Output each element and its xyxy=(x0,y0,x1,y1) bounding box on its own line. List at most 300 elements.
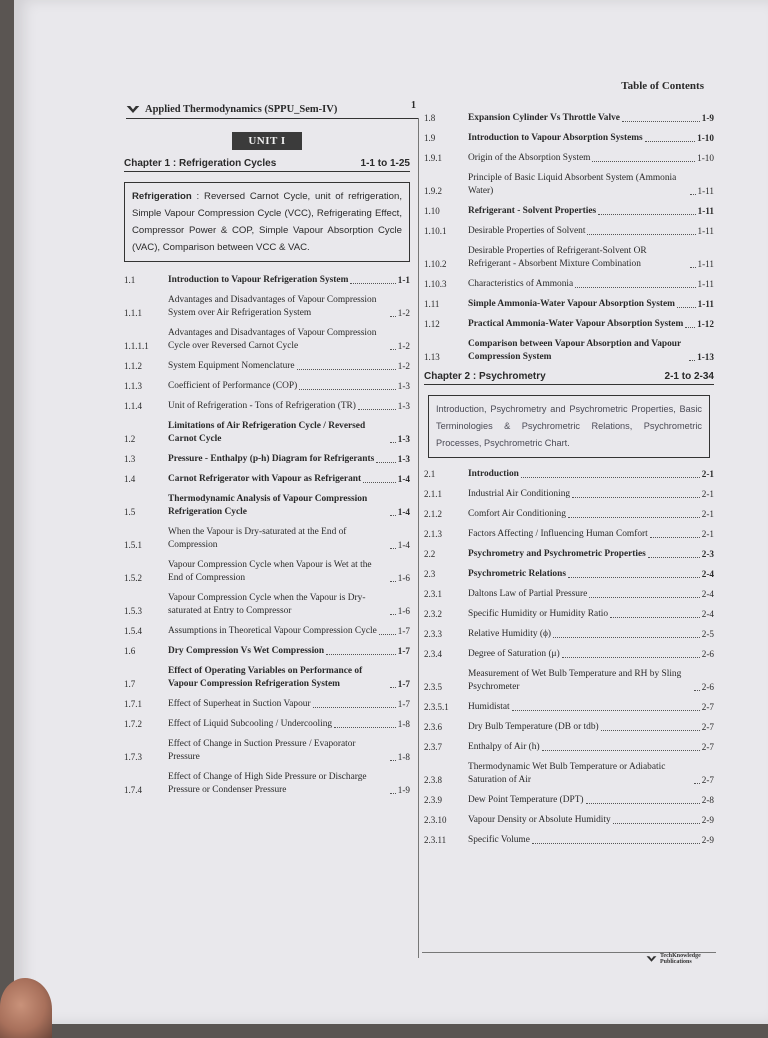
toc-entry xyxy=(424,278,714,291)
toc-entry-title: Comfort Air Conditioning xyxy=(468,509,566,519)
toc-entry xyxy=(424,834,714,847)
toc-entry-title: Effect of Change of High Side Pressure or Discharge Pressure or Condenser Pressure xyxy=(168,772,367,795)
toc-entry-body xyxy=(468,278,714,291)
toc-entry-body xyxy=(468,761,714,787)
toc-entry-title: Refrigerant - Solvent Properties xyxy=(468,206,597,216)
toc-entry-number: 2.3.6 xyxy=(424,722,442,732)
toc-entry-number: 1.7.2 xyxy=(124,719,142,729)
toc-entry-page: 2-7 xyxy=(701,742,714,752)
toc-entry-body xyxy=(168,718,410,731)
toc-entry-number: 1.11 xyxy=(424,299,440,309)
dot-leader xyxy=(363,482,396,483)
toc-entry-page: 1-1 xyxy=(397,275,410,285)
page-number: 1 xyxy=(411,100,416,111)
toc-entry xyxy=(124,665,410,691)
chapter1-syllabus xyxy=(124,182,410,262)
toc-entry-page: 1-7 xyxy=(397,646,410,656)
toc-entry-body xyxy=(468,205,714,218)
toc-entry xyxy=(424,318,714,331)
dot-leader xyxy=(334,727,396,728)
toc-entry-title: Measurement of Wet Bulb Temperature and RH by Sling Psychrometer xyxy=(468,669,682,692)
toc-entry xyxy=(424,112,714,125)
toc-entry xyxy=(424,761,714,787)
toc-entry-title: Daltons Law of Partial Pressure xyxy=(468,589,588,599)
toc-entry-number: 1.10.2 xyxy=(424,259,447,269)
toc-entry xyxy=(424,814,714,827)
toc-entry-number: 2.3.11 xyxy=(424,835,447,845)
dot-leader xyxy=(694,690,700,691)
toc-entry-title: Introduction to Vapour Refrigeration System xyxy=(168,275,349,285)
toc-entry-body xyxy=(168,738,410,764)
toc-entry-number: 1.12 xyxy=(424,319,440,329)
toc-entry-page: 1-6 xyxy=(397,573,410,583)
toc-entry xyxy=(124,771,410,797)
toc-entry-title: Coefficient of Performance (COP) xyxy=(168,381,298,391)
toc-entry-title: Limitations of Air Refrigeration Cycle / Reversed Carnot Cycle xyxy=(168,421,366,444)
toc-entry xyxy=(124,645,410,658)
toc-entry-number: 2.1.1 xyxy=(424,489,442,499)
toc-entry-number: 1.1.3 xyxy=(124,381,142,391)
toc-entry xyxy=(124,698,410,711)
publisher-logo-icon xyxy=(646,954,657,964)
right-column xyxy=(424,112,714,854)
toc-entry xyxy=(424,588,714,601)
toc-entry-number: 2.3.9 xyxy=(424,795,442,805)
dot-leader xyxy=(299,389,396,390)
book-title: Applied Thermodynamics (SPPU_Sem-IV) xyxy=(145,103,338,115)
toc-entry-title: Specific Humidity or Humidity Ratio xyxy=(468,609,609,619)
toc-entry-title: Degree of Saturation (μ) xyxy=(468,649,560,659)
toc-entry xyxy=(124,453,410,466)
toc-entry-page: 1-2 xyxy=(397,308,410,318)
chapter2-entries xyxy=(424,468,714,847)
toc-entry xyxy=(124,420,410,446)
chapter2-heading xyxy=(424,371,714,385)
toc-entry-title: Effect of Operating Variables on Performance of Vapour Compression Refrigeration System xyxy=(168,666,363,689)
dot-leader xyxy=(553,637,700,638)
toc-entry-body xyxy=(468,468,714,481)
toc-entry-page: 2-1 xyxy=(701,489,714,499)
toc-entry-title: Desirable Properties of Refrigerant-Solvent OR Refrigerant - Absorbent Mixture Combination xyxy=(468,246,647,269)
toc-entry-body xyxy=(468,488,714,501)
toc-entry-page: 1-8 xyxy=(397,719,410,729)
toc-entry-number: 2.3.4 xyxy=(424,649,442,659)
toc-entry-body xyxy=(468,794,714,807)
toc-entry xyxy=(424,205,714,218)
toc-entry-body xyxy=(168,453,410,466)
dot-leader xyxy=(589,597,700,598)
toc-entry-number: 1.7.4 xyxy=(124,785,142,795)
toc-entry xyxy=(124,559,410,585)
toc-entry-number: 1.1.4 xyxy=(124,401,142,411)
chapter1-entries xyxy=(124,274,410,797)
toc-entry-body xyxy=(168,645,410,658)
toc-entry-body xyxy=(468,298,714,311)
toc-entry-page: 1-6 xyxy=(397,606,410,616)
toc-entry-number: 1.5.1 xyxy=(124,540,142,550)
dot-leader xyxy=(598,214,695,215)
dot-leader xyxy=(568,517,700,518)
dot-leader xyxy=(613,823,700,824)
dot-leader xyxy=(512,710,700,711)
toc-entry-title: Comparison between Vapour Absorption and Vapour Compression System xyxy=(468,339,681,362)
toc-entry xyxy=(424,488,714,501)
toc-entry xyxy=(124,493,410,519)
toc-entry-number: 2.1.2 xyxy=(424,509,442,519)
toc-entry xyxy=(424,468,714,481)
toc-entry-page: 1-2 xyxy=(397,341,410,351)
book-page xyxy=(14,0,768,1024)
toc-entry-page: 2-9 xyxy=(701,815,714,825)
toc-entry-title: When the Vapour is Dry-saturated at the End of Compression xyxy=(168,527,347,550)
column-divider xyxy=(418,118,419,958)
toc-entry-page: 2-1 xyxy=(701,529,714,539)
dot-leader xyxy=(297,369,396,370)
unit-badge: UNIT I xyxy=(232,132,302,150)
toc-entry-title: Expansion Cylinder Vs Throttle Valve xyxy=(468,113,620,123)
toc-entry-page: 1-3 xyxy=(397,454,410,464)
toc-entry-page: 1-10 xyxy=(697,153,714,163)
toc-entry xyxy=(424,721,714,734)
toc-entry-number: 1.7.3 xyxy=(124,752,142,762)
dot-leader xyxy=(390,760,396,761)
toc-entry-number: 1.5.2 xyxy=(124,573,142,583)
running-header xyxy=(126,100,418,119)
toc-entry-page: 1-7 xyxy=(397,679,410,689)
toc-entry-body xyxy=(468,528,714,541)
toc-entry-page: 1-4 xyxy=(397,474,410,484)
syllabus-heading: Refrigeration xyxy=(132,191,192,202)
dot-leader xyxy=(650,537,700,538)
toc-entry-title: Pressure - Enthalpy (p-h) Diagram for Refrigerants xyxy=(168,454,375,464)
toc-entry-number: 1.7 xyxy=(124,679,136,689)
toc-entry-number: 1.3 xyxy=(124,454,136,464)
dot-leader xyxy=(326,654,396,655)
toc-entry-body xyxy=(168,625,410,638)
toc-entry-number: 1.1.2 xyxy=(124,361,142,371)
toc-entry-body xyxy=(168,473,410,486)
toc-entry-title: Thermodynamic Analysis of Vapour Compression Refrigeration Cycle xyxy=(168,494,368,517)
toc-entry-body xyxy=(168,380,410,393)
toc-entry xyxy=(424,245,714,271)
dot-leader xyxy=(521,477,700,478)
toc-entry-number: 2.3.5.1 xyxy=(424,702,449,712)
toc-entry-body xyxy=(468,814,714,827)
chapter2-pages: 2-1 to 2-34 xyxy=(664,371,714,382)
dot-leader xyxy=(542,750,700,751)
toc-entry xyxy=(424,528,714,541)
chapter1-pages: 1-1 to 1-25 xyxy=(360,158,410,169)
dot-leader xyxy=(601,730,700,731)
toc-entry-page: 2-6 xyxy=(701,649,714,659)
toc-entry-title: Dry Compression Vs Wet Compression xyxy=(168,646,325,656)
toc-entry-title: Specific Volume xyxy=(468,835,530,845)
toc-entry-number: 2.3 xyxy=(424,569,436,579)
toc-entry xyxy=(424,132,714,145)
toc-entry-title: Relative Humidity (ϕ) xyxy=(468,629,552,639)
toc-entry xyxy=(124,400,410,413)
toc-entry-number: 1.1.1 xyxy=(124,308,142,318)
toc-entry-number: 2.3.2 xyxy=(424,609,442,619)
toc-entry-body xyxy=(168,526,410,552)
toc-entry-body xyxy=(468,628,714,641)
toc-entry-page: 1-4 xyxy=(397,507,410,517)
toc-entry-body xyxy=(468,132,714,145)
toc-entry-number: 2.3.3 xyxy=(424,629,442,639)
toc-entry-title: Unit of Refrigeration - Tons of Refrigeration (TR) xyxy=(168,401,356,411)
toc-entry-page: 1-11 xyxy=(697,259,714,269)
toc-entry-title: Dry Bulb Temperature (DB or tdb) xyxy=(468,722,599,732)
toc-entry-title: Humidistat xyxy=(468,702,510,712)
toc-entry-title: Vapour Compression Cycle when Vapour is Wet at the End of Compression xyxy=(168,560,372,583)
toc-entry-body xyxy=(468,608,714,621)
toc-entry-number: 1.4 xyxy=(124,474,136,484)
dot-leader xyxy=(648,557,700,558)
dot-leader xyxy=(390,581,396,582)
dot-leader xyxy=(358,409,396,410)
toc-entry xyxy=(424,508,714,521)
toc-entry-page: 1-13 xyxy=(697,352,714,362)
toc-entry xyxy=(124,380,410,393)
toc-entry-title: Principle of Basic Liquid Absorbent System (Ammonia Water) xyxy=(468,173,677,196)
toc-entry-title: Practical Ammonia-Water Vapour Absorption System xyxy=(468,319,684,329)
chapter2-title: Chapter 2 : Psychrometry xyxy=(424,371,546,382)
toc-entry-body xyxy=(168,360,410,373)
toc-entry-number: 1.7.1 xyxy=(124,699,142,709)
toc-entry-body xyxy=(168,771,410,797)
dot-leader xyxy=(645,141,695,142)
toc-entry-page: 2-4 xyxy=(701,609,714,619)
dot-leader xyxy=(562,657,700,658)
toc-entry xyxy=(124,625,410,638)
toc-entry-page: 2-4 xyxy=(701,569,714,579)
dot-leader xyxy=(390,515,396,516)
toc-entry-number: 1.10.3 xyxy=(424,279,447,289)
toc-entry-number: 1.10.1 xyxy=(424,226,447,236)
toc-entry-title: Advantages and Disadvantages of Vapour Compression System over Air Refrigeration System xyxy=(168,295,377,318)
toc-entry-page: 1-9 xyxy=(701,113,714,123)
dot-leader xyxy=(390,793,396,794)
toc-entry-number: 1.9 xyxy=(424,133,436,143)
toc-entry xyxy=(424,568,714,581)
dot-leader xyxy=(677,307,696,308)
toc-entry-page: 2-7 xyxy=(701,722,714,732)
toc-entry-page: 1-3 xyxy=(397,434,410,444)
toc-entry-title: Simple Ammonia-Water Vapour Absorption System xyxy=(468,299,675,309)
dot-leader xyxy=(390,349,396,350)
dot-leader xyxy=(390,614,396,615)
toc-entry-page: 2-4 xyxy=(701,589,714,599)
toc-entry-title: Assumptions in Theoretical Vapour Compression Cycle xyxy=(168,626,377,636)
toc-entry xyxy=(424,225,714,238)
toc-entry xyxy=(424,648,714,661)
dot-leader xyxy=(390,548,396,549)
dot-leader xyxy=(390,442,396,443)
toc-entry-title: Factors Affecting / Influencing Human Comfort xyxy=(468,529,648,539)
toc-entry-number: 2.3.7 xyxy=(424,742,442,752)
toc-entry-body xyxy=(468,225,714,238)
toc-entry xyxy=(424,701,714,714)
toc-entry-title: Origin of the Absorption System xyxy=(468,153,591,163)
toc-entry-number: 1.1.1.1 xyxy=(124,341,149,351)
dot-leader xyxy=(592,161,695,162)
chapter2-syllabus: Introduction, Psychrometry and Psychrometric Properties, Basic Terminologies & Psychrometric Relations, Psychrometric Processes, Psychrometric Chart. xyxy=(428,395,710,458)
toc-entry-number: 1.5.4 xyxy=(124,626,142,636)
toc-entry-body xyxy=(168,294,410,320)
dot-leader xyxy=(690,267,696,268)
toc-entry xyxy=(424,152,714,165)
toc-entry-page: 2-1 xyxy=(701,509,714,519)
toc-entry-page: 1-11 xyxy=(697,186,714,196)
dot-leader xyxy=(694,783,700,784)
section-title: Table of Contents xyxy=(621,80,704,92)
toc-entry-title: Advantages and Disadvantages of Vapour Compression Cycle over Reversed Carnot Cycle xyxy=(168,328,377,351)
toc-entry-page: 2-6 xyxy=(701,682,714,692)
publisher-logo-icon xyxy=(126,104,140,115)
dot-leader xyxy=(610,617,700,618)
toc-entry-title: Introduction to Vapour Absorption Systems xyxy=(468,133,643,143)
dot-leader xyxy=(572,497,700,498)
thumb xyxy=(0,978,52,1038)
toc-entry-body xyxy=(468,508,714,521)
toc-entry-body xyxy=(468,245,714,271)
toc-entry-body xyxy=(168,698,410,711)
toc-entry-body xyxy=(468,588,714,601)
toc-entry-number: 2.1 xyxy=(424,469,436,479)
toc-entry-body xyxy=(168,665,410,691)
toc-entry-number: 2.3.1 xyxy=(424,589,442,599)
toc-entry-title: System Equipment Nomenclature xyxy=(168,361,295,371)
toc-entry-number: 1.2 xyxy=(124,434,136,444)
dot-leader xyxy=(575,287,695,288)
toc-entry-page: 1-4 xyxy=(397,540,410,550)
toc-entry-title: Effect of Liquid Subcooling / Undercooling xyxy=(168,719,333,729)
toc-entry xyxy=(424,741,714,754)
toc-entry-number: 1.13 xyxy=(424,352,440,362)
toc-entry xyxy=(424,172,714,198)
toc-entry xyxy=(424,608,714,621)
toc-entry-page: 2-3 xyxy=(701,549,714,559)
toc-entry-page: 2-8 xyxy=(701,795,714,805)
dot-leader xyxy=(622,121,700,122)
toc-entry-page: 1-11 xyxy=(697,279,714,289)
toc-entry-page: 2-9 xyxy=(701,835,714,845)
toc-entry-title: Enthalpy of Air (h) xyxy=(468,742,540,752)
toc-entry-number: 2.1.3 xyxy=(424,529,442,539)
toc-entry-title: Vapour Density or Absolute Humidity xyxy=(468,815,611,825)
toc-entry-number: 2.3.5 xyxy=(424,682,442,692)
toc-entry-number: 2.3.10 xyxy=(424,815,447,825)
dot-leader xyxy=(350,283,395,284)
dot-leader xyxy=(689,360,695,361)
toc-entry-page: 2-5 xyxy=(701,629,714,639)
toc-entry-page: 1-8 xyxy=(397,752,410,762)
toc-entry xyxy=(124,294,410,320)
syllabus-text: : Reversed Carnot Cycle, unit of refrigeration, Simple Vapour Compression Cycle (VCC), Refrigerating Effect, Compressor Power & COP, Simple Vapour Absorption Cycle (VAC), Comparison between VCC & VAC. xyxy=(132,191,402,253)
toc-entry-page: 2-7 xyxy=(701,702,714,712)
toc-entry-title: Characteristics of Ammonia xyxy=(468,279,574,289)
toc-entry-number: 2.2 xyxy=(424,549,436,559)
chapter1-entries-continued xyxy=(424,112,714,364)
toc-entry-title: Psychrometric Relations xyxy=(468,569,566,579)
toc-entry-body xyxy=(168,274,410,287)
toc-entry-body xyxy=(168,592,410,618)
toc-entry-page: 1-3 xyxy=(397,401,410,411)
toc-entry xyxy=(424,338,714,364)
dot-leader xyxy=(685,327,695,328)
toc-entry xyxy=(424,298,714,311)
toc-entry-body xyxy=(468,172,714,198)
toc-entry-body xyxy=(468,721,714,734)
toc-entry-title: Vapour Compression Cycle when the Vapour is Dry-saturated at Entry to Compressor xyxy=(168,593,366,616)
chapter1-heading xyxy=(124,158,410,172)
toc-entry-page: 1-7 xyxy=(397,626,410,636)
toc-entry-title: Thermodynamic Wet Bulb Temperature or Adiabatic Saturation of Air xyxy=(468,762,666,785)
toc-entry-number: 1.5 xyxy=(124,507,136,517)
toc-entry-page: 2-7 xyxy=(701,775,714,785)
toc-entry-page: 1-11 xyxy=(697,299,714,309)
toc-entry-title: Effect of Superheat in Suction Vapour xyxy=(168,699,311,709)
toc-entry-body xyxy=(468,338,714,364)
dot-leader xyxy=(587,234,695,235)
toc-entry xyxy=(124,718,410,731)
toc-entry xyxy=(424,628,714,641)
publisher-name: TechKnowledge Publications xyxy=(659,953,701,965)
toc-entry-page: 1-10 xyxy=(697,133,714,143)
toc-entry-number: 1.5.3 xyxy=(124,606,142,616)
toc-entry-page: 1-3 xyxy=(397,381,410,391)
toc-entry-body xyxy=(468,834,714,847)
toc-entry-page: 1-12 xyxy=(697,319,714,329)
dot-leader xyxy=(568,577,700,578)
left-column xyxy=(124,128,410,804)
toc-entry-body xyxy=(468,668,714,694)
toc-entry-page: 1-9 xyxy=(397,785,410,795)
toc-entry-title: Psychrometry and Psychrometric Properties xyxy=(468,549,646,559)
toc-entry-title: Desirable Properties of Solvent xyxy=(468,226,586,236)
dot-leader xyxy=(379,634,396,635)
dot-leader xyxy=(390,687,396,688)
toc-entry xyxy=(124,738,410,764)
toc-entry xyxy=(424,668,714,694)
dot-leader xyxy=(376,462,396,463)
toc-entry-body xyxy=(168,493,410,519)
chapter1-title: Chapter 1 : Refrigeration Cycles xyxy=(124,158,277,169)
dot-leader xyxy=(532,843,700,844)
toc-entry-body xyxy=(168,420,410,446)
toc-entry-title: Effect of Change in Suction Pressure / Evaporator Pressure xyxy=(168,739,356,762)
dot-leader xyxy=(690,194,696,195)
toc-entry-body xyxy=(168,400,410,413)
toc-entry-body xyxy=(468,152,714,165)
toc-entry xyxy=(124,473,410,486)
toc-entry-page: 1-2 xyxy=(397,361,410,371)
toc-entry-body xyxy=(468,318,714,331)
toc-entry-title: Carnot Refrigerator with Vapour as Refrigerant xyxy=(168,474,362,484)
toc-entry-body xyxy=(468,648,714,661)
dot-leader xyxy=(313,707,396,708)
toc-entry-number: 1.9.1 xyxy=(424,153,442,163)
toc-entry-title: Industrial Air Conditioning xyxy=(468,489,571,499)
toc-entry xyxy=(124,592,410,618)
toc-entry xyxy=(424,548,714,561)
toc-entry-number: 1.9.2 xyxy=(424,186,442,196)
toc-entry-body xyxy=(168,327,410,353)
toc-entry-number: 1.6 xyxy=(124,646,136,656)
toc-entry xyxy=(124,360,410,373)
toc-entry-body xyxy=(468,548,714,561)
toc-entry-body xyxy=(468,741,714,754)
